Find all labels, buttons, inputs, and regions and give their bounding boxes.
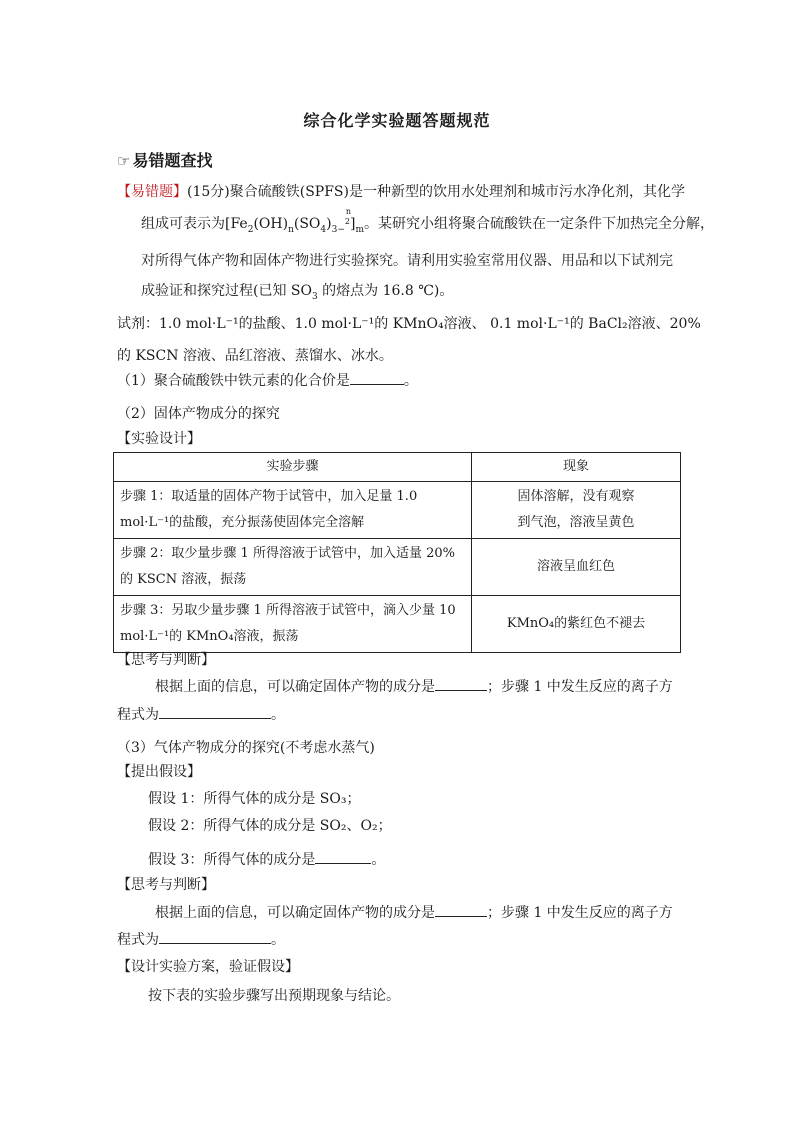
think-text: ；步骤 1 中发生反应的离子方: [487, 679, 673, 695]
think-label-2: 【思考与判断】: [117, 877, 215, 893]
formula-sub: n: [288, 224, 294, 235]
step-text: 的 KSCN 溶液，振荡: [120, 572, 247, 587]
design-plan-text: 按下表的实验步骤写出预期现象与结论。: [148, 988, 400, 1004]
formula-frac-sub: [331, 206, 352, 235]
hypothesis-1: 假设 1：所得气体的成分是 SO₃；: [148, 791, 361, 807]
answer-blank[interactable]: [159, 931, 271, 944]
step-text: 步骤 1：取适量的固体产物于试管中，加入足量 1.0: [120, 489, 418, 504]
experiment-table: [113, 452, 681, 653]
think-text: ；步骤 1 中发生反应的离子方: [487, 905, 673, 921]
formula-sub: 4: [320, 224, 327, 235]
step-text: 步骤 2：取少量步骤 1 所得溶液于试管中，加入适量 20%: [120, 546, 455, 561]
table-row: [114, 539, 681, 596]
answer-blank[interactable]: [435, 678, 487, 691]
observation-cell: 溶液呈血红色: [472, 539, 681, 596]
table-header-row: [114, 453, 681, 482]
hypothesis-text: 。: [371, 852, 386, 868]
hypothesis-2: 假设 2：所得气体的成分是 SO₂、O₂；: [148, 818, 392, 834]
observation-cell: KMnO₄的紫红色不褪去: [472, 596, 681, 653]
problem-line-2: [141, 206, 714, 235]
table-header-observation: 现象: [472, 453, 681, 482]
think-1-line-1: [155, 676, 673, 696]
step-cell: [114, 482, 472, 539]
section-heading: [117, 148, 212, 171]
reagents-line-2: 的 KSCN 溶液、品红溶液、蒸馏水、冰水。: [117, 348, 393, 364]
problem-line-3: 对所得气体产物和固体产物进行实验探究。请利用实验室常用仪器、用品和以下试剂完: [141, 253, 673, 269]
answer-blank[interactable]: [435, 904, 487, 917]
step-text: mol·L⁻¹的 KMnO₄溶液，振荡: [120, 629, 299, 644]
problem-line-4: [141, 280, 453, 302]
formula-part: (OH): [253, 216, 289, 232]
formula-part: 组成可表示为[Fe: [141, 216, 248, 232]
formula-part: ]: [349, 216, 356, 232]
design-plan-label: 【设计实验方案，验证假设】: [117, 959, 299, 975]
step-cell: [114, 596, 472, 653]
question-1-end: 。: [403, 373, 418, 389]
table-header-steps: 实验步骤: [114, 453, 472, 482]
think-2-line-2: [117, 929, 285, 949]
section-heading-text: 易错题查找: [132, 151, 213, 170]
pointing-hand-icon: ☞: [117, 152, 131, 170]
think-text: 程式为: [117, 707, 159, 723]
think-text: 。: [271, 707, 285, 723]
answer-blank[interactable]: [315, 851, 371, 864]
hypothesis-label: 【提出假设】: [117, 764, 201, 780]
think-text: 根据上面的信息，可以确定固体产物的成分是: [155, 679, 435, 695]
think-text: 程式为: [117, 932, 159, 948]
hypothesis-text: 假设 3：所得气体的成分是: [148, 852, 316, 868]
design-label: 【实验设计】: [117, 431, 201, 447]
observation-text: 固体溶解，没有观察: [517, 489, 635, 504]
problem-line-1: [117, 181, 685, 201]
formula-sub: 3: [311, 291, 318, 302]
answer-blank[interactable]: [159, 706, 271, 719]
formula-sub: 3−: [331, 224, 345, 235]
think-1-line-2: [117, 704, 285, 724]
question-2: （2）固体产物成分的探究: [117, 406, 280, 422]
fraction-numerator: n: [345, 206, 352, 216]
think-text: 。: [271, 932, 285, 948]
answer-blank[interactable]: [350, 372, 404, 385]
step-text: mol·L⁻¹的盐酸，充分振荡使固体完全溶解: [120, 515, 365, 530]
problem-text-2: 。某研究小组将聚合硫酸铁在一定条件下加热完全分解，: [363, 216, 714, 232]
problem-text-1: (15分)聚合硫酸铁(SPFS)是一种新型的饮用水处理剂和城市污水净化剂，其化学: [187, 184, 685, 200]
formula-part: ): [326, 216, 332, 232]
formula-fraction: [344, 206, 352, 226]
step-text: 步骤 3：另取少量步骤 1 所得溶液于试管中，滴入少量 10: [120, 603, 456, 618]
table-row: [114, 482, 681, 539]
question-1: [117, 370, 418, 390]
reagents-line-1: 试剂：1.0 mol·L⁻¹的盐酸、1.0 mol·L⁻¹的 KMnO₄溶液、 0.1 mol·L⁻¹的 BaCl₂溶液、20%: [117, 316, 701, 332]
observation-cell: [472, 482, 681, 539]
formula-sub: m: [355, 224, 364, 235]
formula-sub: 2: [247, 224, 254, 235]
hypothesis-3: [148, 849, 385, 869]
think-text: 根据上面的信息，可以确定固体产物的成分是: [155, 905, 435, 921]
step-cell: [114, 539, 472, 596]
table-row: [114, 596, 681, 653]
problem-text-4a: 成验证和探究过程(已知 SO: [141, 283, 312, 299]
think-label-1: 【思考与判断】: [117, 652, 215, 668]
question-3: （3）气体产物成分的探究(不考虑水蒸气): [117, 740, 375, 756]
observation-text: 到气泡，溶液呈黄色: [517, 515, 635, 530]
problem-text-4b: 的熔点为 16.8 ℃)。: [317, 283, 454, 299]
formula-part: (SO: [293, 216, 321, 232]
fraction-denominator: 2: [344, 216, 350, 226]
error-tag: 【易错题】: [117, 184, 187, 200]
page-title: 综合化学实验题答题规范: [303, 111, 491, 130]
question-1-text: （1）聚合硫酸铁中铁元素的化合价是: [117, 373, 350, 389]
think-2-line-1: [155, 902, 673, 922]
